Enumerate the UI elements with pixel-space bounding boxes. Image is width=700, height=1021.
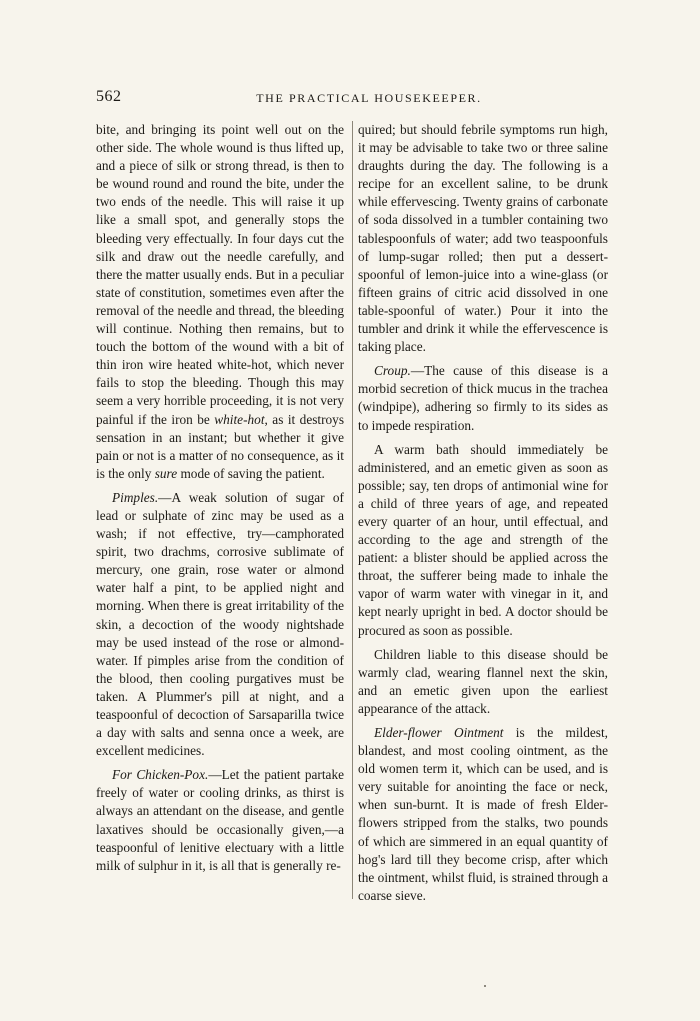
paragraph-elder-flower: Elder-flower Ointment is the mildest, blandest, and most cooling ointment, as the old women term it, which can be used, and is very suitable for anointing the face or neck, when sun-burnt. It is made of fresh Elder-flowers stripped from the stalks, two pounds of which are simmered in an equal quantity of hog's lard till they become crisp, after which the ointment, whilst fluid, is strained through a coarse sieve. bbox=[358, 725, 608, 903]
paragraph-saline: quired; but should febrile symptoms run high, it may be advisable to take two or three saline draughts during the day. The following is a recipe for an excellent saline, to be drunk while effervescing. Twenty grains of carbonate of soda dissolved in a tumbler containing two tablespoonfuls of water; add two teaspoonfuls of lump-sugar rolled; then put a dessert-spoonful of lemon-juice into a wine-glass (or fifteen grains of citric acid dissolved in one table-spoonful of water.) Pour it into the tumbler and drink it while the effervescence is taking place. bbox=[358, 122, 608, 355]
heading-chicken-pox: For Chicken-Pox. bbox=[112, 767, 209, 783]
left-column bbox=[96, 121, 344, 875]
paragraph-bleeding-continued: bite, and bringing its point well out on the other side. The whole wound is thus lifted up, and a piece of silk or strong thread, is then to be wound round and round the bite, under the two ends of the needle. This will raise it up like a small spot, and generally stops the bleeding very effectually. In four days cut the silk and draw out the needle carefully, and there the matter usually ends. But in a peculiar state of constitution, sometimes even after the removal of the needle and thread, the bleeding will continue. Nothing then remains, but to touch the bottom of the wound with a bit of thin iron wire heated white-hot, which never fails to stop the bleeding. Though this may seem a very horrible proceeding, it is not very painful if the iron be white-hot, as it destroys sensation in an instant; but whether it give pain or not is a matter of no consequence, as it is the only sure mode of saving the patient. bbox=[96, 122, 344, 481]
paragraph-chicken-pox: For Chicken-Pox.—Let the patient partake freely of water or cooling drinks, as thirst is always an attendant on the disease, and gentle laxatives should be occasionally given,—a teaspoonful of lenitive electuary with a little milk of sulphur in it, is all that is generally re- bbox=[96, 767, 344, 873]
column-divider bbox=[352, 121, 353, 899]
paragraph-children-liable: Children liable to this disease should be warmly clad, wearing flannel next the skin, and an emetic given upon the earliest appearance of the attack. bbox=[358, 646, 608, 716]
page-number: 562 bbox=[96, 88, 122, 105]
emphasis-white-hot: white-hot bbox=[214, 411, 265, 427]
heading-croup: Croup. bbox=[374, 363, 411, 379]
page-header bbox=[96, 88, 612, 112]
heading-elder-flower: Elder-flower Ointment bbox=[374, 725, 504, 740]
print-speck bbox=[484, 985, 486, 987]
heading-pimples: Pimples. bbox=[112, 489, 159, 505]
right-column bbox=[358, 121, 608, 905]
paragraph-pimples: Pimples.—A weak solution of sugar of lead or sulphate of zinc may be used as a wash; if not effective, try—camphorated spirit, two drachms, corrosive sublimate of mercury, one grain, rose water or almond water half a pint, to be applied night and morning. When there is great irritability of the skin, a decoction of the woody nightshade may be used instead of the rose or almond-water. If pimples arise from the condition of the blood, then cooling purgatives must be taken. A Plummer's pill at night, and a teaspoonful of decoction of Sarsaparilla twice a day with salts and senna once a week, are excellent medicines. bbox=[96, 489, 344, 759]
paragraph-croup: Croup.—The cause of this disease is a morbid secretion of thick mucus in the trachea (windpipe), adhering so firmly to its sides as to impede respiration. bbox=[358, 363, 608, 433]
emphasis-sure: sure bbox=[154, 465, 178, 481]
paragraph-warm-bath: A warm bath should immediately be administered, and an emetic given as soon as possible; say, ten drops of antimonial wine for a child of three years of age, and repeated every quarter of an hour, until effectual, and according to the age and strength of the patient: a blister should be applied across the throat, the sufferer being made to inhale the vapor of warm water with vinegar in it, and kept nearly upright in bed. A doctor should be procured as soon as possible. bbox=[358, 441, 608, 638]
running-head: THE PRACTICAL HOUSEKEEPER. bbox=[256, 91, 482, 105]
